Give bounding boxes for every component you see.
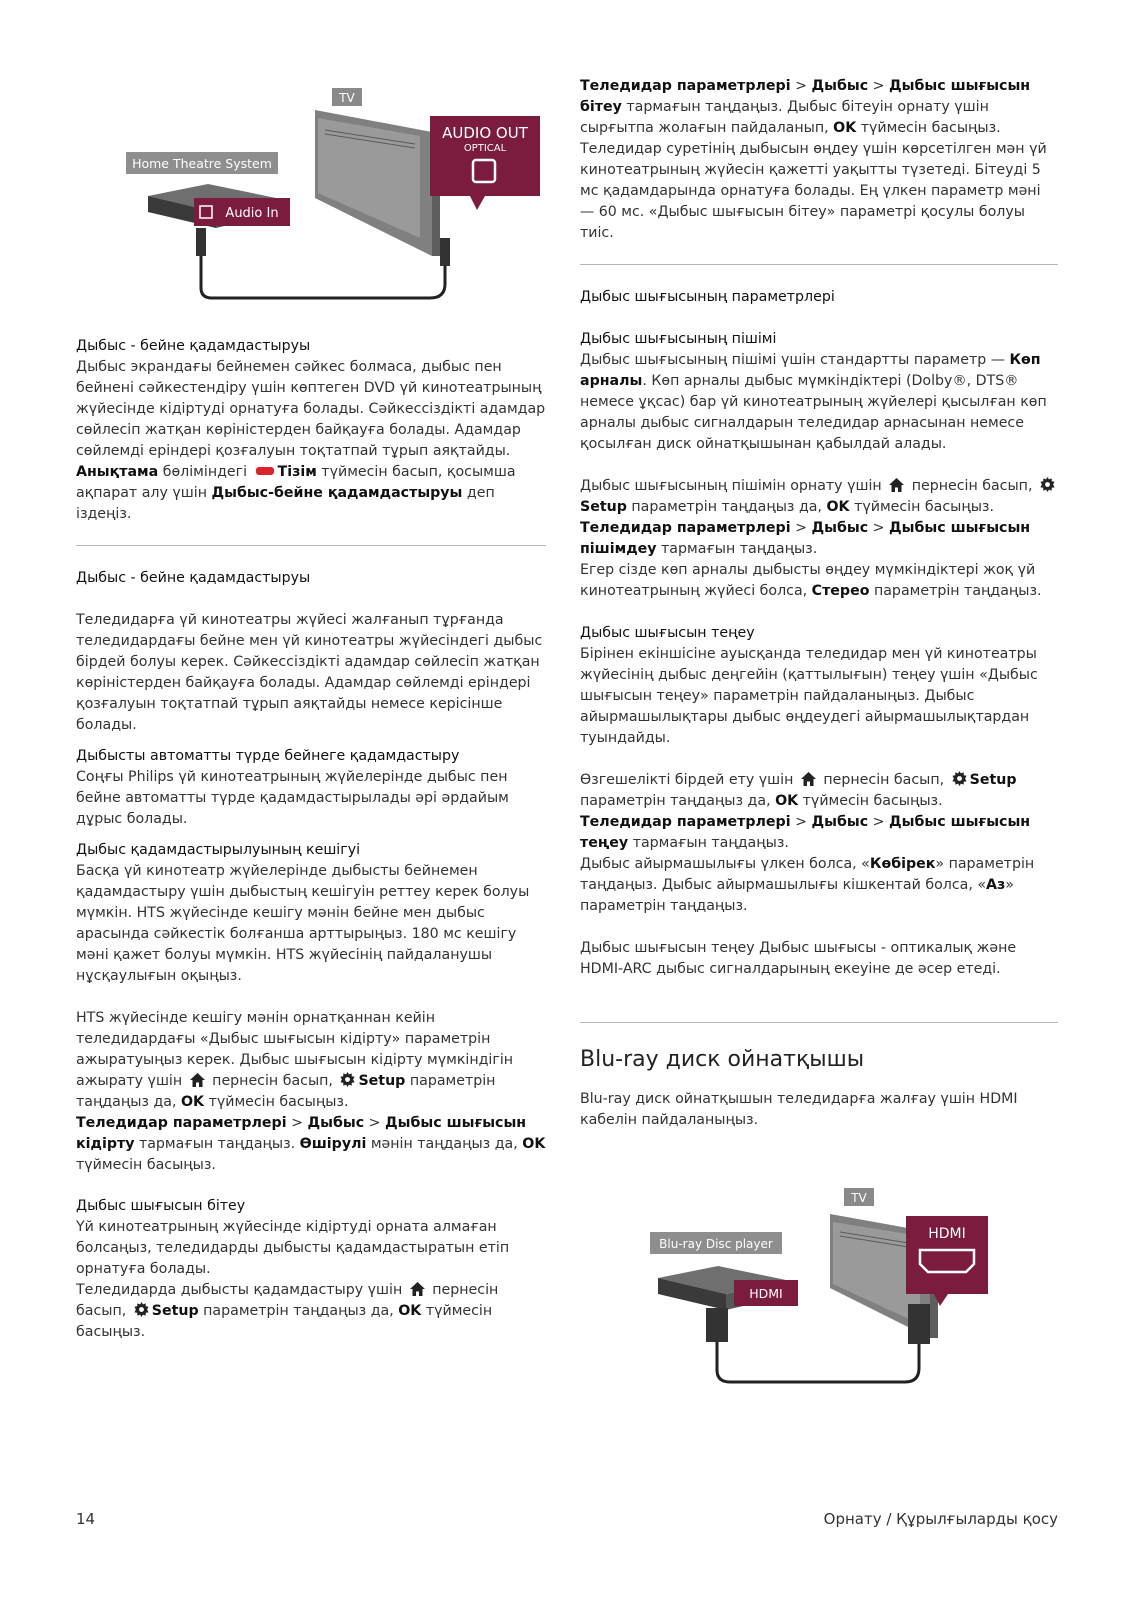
home-icon — [190, 1073, 205, 1087]
delay-text-7: түймесін басыңыз. — [76, 1157, 216, 1173]
delay-text-5: тармағын таңдаңыз. — [134, 1136, 300, 1152]
format-inst-2: пернесін басып, — [907, 478, 1037, 494]
format-text-1: Дыбыс шығысының пішімі үшін стандартты параметр — — [580, 352, 1010, 368]
delay-text-1: HTS жүйесінде кешігу мәнін орнатқаннан кейін теледидардағы «Дыбыс шығысын кідірту» параметрін ажыратуыңыз керек. Дыбыс шығысын кідірту мүмкіндігін ажырату үшін — [76, 1010, 514, 1089]
audio-out-title: AUDIO OUT — [442, 124, 528, 142]
leveling-options — [580, 854, 1058, 917]
bluray-label: Blu-ray Disc player — [659, 1237, 773, 1251]
setup-keyword: Setup — [580, 499, 627, 515]
offset-text-4: түймесін басыңыз. — [76, 1303, 493, 1340]
level-opt-3: » параметрін таңдаңыз. — [580, 877, 1014, 914]
tv-label: TV — [851, 1191, 867, 1205]
multichannel-keyword: Көп арналы — [580, 352, 1041, 389]
delay-text-4: түймесін басыңыз. — [204, 1094, 349, 1110]
path-sep: > — [286, 1115, 308, 1131]
path-format: Дыбыс шығысын пішімдеу — [580, 520, 1031, 557]
auto-sync-title: Дыбысты автоматты түрде бейнеге қадамдастыру — [76, 748, 460, 764]
setup-keyword: Setup — [969, 772, 1017, 788]
level-inst-1: Өзгешелікті бірдей ету үшін — [580, 772, 798, 788]
optical-connection-figure — [120, 88, 550, 310]
ok-keyword: OK — [398, 1303, 422, 1319]
format-stereo — [580, 560, 1058, 602]
path-sep: > — [868, 78, 890, 94]
level-inst-4: түймесін басыңыз. — [798, 793, 943, 809]
offset-text-1: Теледидарда дыбысты қадамдастыру үшін — [76, 1282, 407, 1298]
path-tv: Теледидар параметрлері — [580, 520, 791, 536]
home-icon — [410, 1282, 425, 1296]
home-icon — [889, 478, 904, 492]
optical-cable — [201, 256, 445, 298]
path-tail: тармағын таңдаңыз. — [656, 541, 818, 557]
stereo-text-2: параметрін таңдаңыз. — [869, 583, 1042, 599]
offset-text-2: пернесін басып, — [76, 1282, 499, 1319]
audio-out-sub: OPTICAL — [463, 143, 507, 154]
hint-text-3: деп іздеңіз. — [76, 485, 495, 522]
cable-plug-right — [908, 1304, 930, 1344]
path-sound: Дыбыс — [811, 520, 869, 536]
divider — [580, 1022, 1058, 1023]
auto-sync-body: Соңғы Philips үй кинотеатрының жүйелерінде дыбыс пен бейне автоматты түрде қадамдастырылады әрі әрдайым дұрыс болады. — [76, 769, 509, 827]
ok-keyword: OK — [833, 120, 857, 136]
path-sound: Дыбыс — [811, 78, 869, 94]
gear-icon — [952, 771, 967, 786]
stereo-text-1: Егер сізде көп арналы дыбысты өңдеу мүмкіндіктері жоқ үй кинотеатрының жүйесі болса, — [580, 562, 1036, 599]
setup-keyword: Setup — [358, 1073, 406, 1089]
format-body — [580, 350, 1058, 455]
hdmi-cable — [717, 1342, 919, 1382]
offset-text-3: параметрін таңдаңыз да, — [198, 1303, 399, 1319]
offset-title: Дыбыс шығысын бітеу — [76, 1198, 246, 1214]
format-inst-3: параметрін таңдаңыз да, — [626, 499, 827, 515]
list-keyword: Тізім — [277, 464, 317, 480]
ok-keyword: OK — [775, 793, 799, 809]
stereo-keyword: Стерео — [811, 583, 870, 599]
leveling-title: Дыбыс шығысын теңеу — [580, 625, 755, 641]
gear-icon — [134, 1302, 149, 1317]
right-column — [580, 76, 1058, 1131]
off-keyword: Өшірулі — [299, 1136, 367, 1152]
divider — [76, 545, 546, 546]
delay-text-3: параметрін таңдаңыз да, — [76, 1073, 496, 1110]
path-sep: > — [364, 1115, 386, 1131]
bluray-body: Blu-ray диск ойнатқышын теледидарға жалғау үшін HDMI кабелін пайдаланыңыз. — [580, 1091, 1018, 1128]
leveling-note: Дыбыс шығысын теңеу Дыбыс шығысы - оптикалық және HDMI-ARC дыбыс сигналдарының екеуіне де әсер етеді. — [580, 940, 1017, 977]
path-offset: Дыбыс шығысын бітеу — [580, 78, 1031, 115]
cable-plug-left — [706, 1308, 728, 1342]
hts-label: Home Theatre System — [132, 156, 272, 171]
format-instructions — [580, 476, 1058, 560]
tv-label: TV — [339, 91, 355, 105]
ok-keyword: OK — [826, 499, 850, 515]
path-sound: Дыбыс — [307, 1115, 365, 1131]
level-opt-2: » параметрін таңдаңыз. Дыбыс айырмашылығы кішкентай болса, « — [580, 856, 1035, 893]
hdmi-port-title: HDMI — [928, 1226, 966, 1242]
gear-icon — [340, 1072, 355, 1087]
hdmi-connection-figure — [650, 1188, 1010, 1398]
offset-body: Үй кинотеатрының жүйесінде кідіртуді орната алмаған болсаңыз, теледидарды дыбысты қадамдастыратын етіп орнатуға болады. — [76, 1219, 510, 1277]
page-number: 14 — [76, 1510, 96, 1528]
output-settings-title: Дыбыс шығысының параметрлері — [580, 289, 835, 305]
bluray-title: Blu-ray диск ойнатқышы — [580, 1047, 865, 1072]
leveling-instructions — [580, 770, 1058, 854]
cable-plug-left — [196, 228, 206, 256]
path-sep: > — [790, 78, 812, 94]
delay-text-6: мәнін таңдаңыз да, — [366, 1136, 523, 1152]
ok-keyword: OK — [181, 1094, 205, 1110]
divider — [580, 264, 1058, 265]
more-keyword: Көбірек — [869, 856, 936, 872]
section-name: Орнату / Құрылғыларды қосу — [823, 1510, 1058, 1528]
sec2-title: Дыбыс - бейне қадамдастыруы — [76, 570, 311, 586]
offset-continued — [580, 76, 1058, 244]
setup-keyword: Setup — [151, 1303, 199, 1319]
path-tail: тармағын таңдаңыз. — [628, 835, 789, 851]
home-icon — [801, 772, 816, 786]
delay-title: Дыбыс қадамдастырылуының кешігуі — [76, 842, 361, 858]
offset-cont-text-1: тармағын таңдаңыз. Дыбыс бітеуін орнату үшін сырғытпа жолағын пайдаланып, — [580, 99, 989, 136]
sec1-body: Дыбыс экрандағы бейнемен сәйкес болмаса, дыбыс пен бейнені сәйкестендіру үшін көптеген DVD үй кинотеатрының жүйесінде кідіртуді орнатуға болады. Сәйкессіздікті адамдар сөйлесіп жатқан көріністерден байқауға болады. Адамдар сөйлемді еріндері қозғалуын тоқтатпай тұрып аяқтайды. — [76, 359, 546, 459]
path-sep: > — [790, 814, 812, 830]
offset-instructions — [76, 1280, 546, 1343]
path-tv: Теледидар параметрлері — [580, 814, 791, 830]
audio-in-label: Audio In — [225, 206, 279, 221]
path-tv: Теледидар параметрлері — [580, 78, 791, 94]
path-sound: Дыбыс — [811, 814, 869, 830]
hint-text-2: түймесін басып, қосымша ақпарат алу үшін — [76, 464, 516, 501]
sec1-hint — [76, 462, 546, 525]
path-sep: > — [868, 814, 890, 830]
gear-icon — [1040, 477, 1055, 492]
offset-cont-text-2: түймесін басыңыз. Теледидар суретінің дыбысын өңдеу үшін көрсетілген мән үй кинотеатрының жүйесін қажетті уақытты түзетеді. Бітеуді 5 мс қадамдарында орнатуға болады. Ең үлкен параметр мәні — 60 мс. «Дыбыс шығысын бітеу» параметрі қосулы болуы тиіс. — [580, 120, 1047, 241]
format-inst-1: Дыбыс шығысының пішімін орнату үшін — [580, 478, 887, 494]
level-opt-1: Дыбыс айырмашылығы үлкен болса, « — [580, 856, 870, 872]
hint-text-1: бөліміндегі — [158, 464, 252, 480]
path-leveling: Дыбыс шығысын теңеу — [580, 814, 1031, 851]
path-sep: > — [868, 520, 890, 536]
hdmi-in-label: HDMI — [749, 1286, 783, 1301]
red-key-icon — [256, 467, 274, 475]
path-sep: > — [790, 520, 812, 536]
less-keyword: Аз — [986, 877, 1006, 893]
sec1-title: Дыбыс - бейне қадамдастыруы — [76, 338, 311, 354]
format-title: Дыбыс шығысының пішімі — [580, 331, 777, 347]
left-column — [76, 336, 546, 1343]
ok-keyword: OK — [522, 1136, 546, 1152]
path-tv: Теледидар параметрлері — [76, 1115, 287, 1131]
delay-instructions — [76, 1008, 546, 1176]
level-inst-3: параметрін таңдаңыз да, — [580, 793, 776, 809]
search-term: Дыбыс-бейне қадамдастыруы — [211, 485, 463, 501]
level-inst-2: пернесін басып, — [818, 772, 949, 788]
format-inst-4: түймесін басыңыз. — [849, 499, 994, 515]
hint-keyword: Анықтама — [76, 464, 159, 480]
cable-plug-right — [440, 238, 450, 266]
leveling-body: Бірінен екіншісіне ауысқанда теледидар мен үй кинотеатры жүйесінің дыбыс деңгейін (қаттылығын) теңеу үшін «Дыбыс шығысын теңеу» параметрін пайдаланыңыз. Дыбыс айырмашылықтары дыбыс өңдеудегі айырмашылықтардан туындайды. — [580, 646, 1038, 746]
delay-text-2: пернесін басып, — [207, 1073, 338, 1089]
delay-body: Басқа үй кинотеатр жүйелерінде дыбысты бейнемен қадамдастыру үшін дыбыстың кешігуін реттеу керек болуы мүмкін. HTS жүйесінде кешігу мәнін бейне мен дыбыс арасында сәйкестік болғанша арттырыңыз. 180 мс кешігу мәні қажет болуы мүмкін. HTS жүйесінің пайдаланушы нұсқаулығын оқыңыз. — [76, 863, 530, 984]
sec2-body: Теледидарға үй кинотеатры жүйесі жалғанып тұрғанда теледидардағы бейне мен үй кинотеатры жүйесіндегі дыбыс бірдей болуы керек. Сәйкессіздікті адамдар сөйлесіп жатқан көріністерден байқауға болады. Адамдар сөйлемді еріндері қозғалуын тоқтатпай тұрып аяқтайды немесе керісінше болады. — [76, 612, 543, 733]
path-delay: Дыбыс шығысын кідірту — [76, 1115, 527, 1152]
format-text-2: . Көп арналы дыбыс мүмкіндіктері (Dolby®, DTS® немесе ұқсас) бар үй кинотеатрының жүйелері қысылған көп арналы дыбыс сигналдарын теледидар арнасынан немесе қосылған диск ойнатқышынан қабылдай алады. — [580, 373, 1047, 452]
